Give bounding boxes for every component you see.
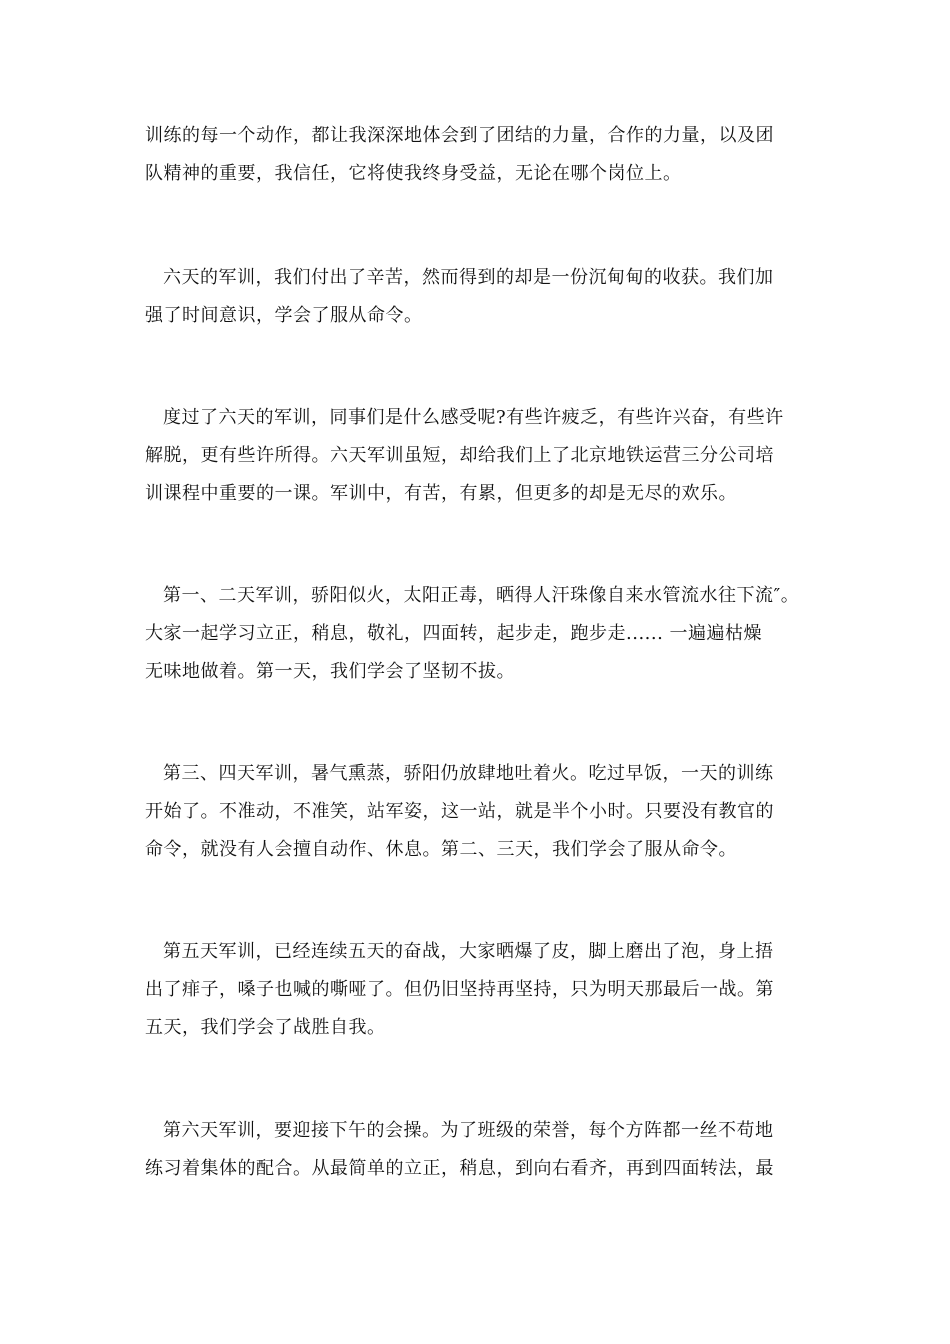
paragraph-line: 第三、四天军训，暑气熏蒸，骄阳仍放肆地吐着火。吃过早饭，一天的训练 xyxy=(163,763,774,784)
paragraph-line: 练习着集体的配合。从最简单的立正，稍息，到向右看齐，再到四面转法，最 xyxy=(145,1158,774,1179)
paragraph-line: 队精神的重要，我信任，它将使我终身受益，无论在哪个岗位上。 xyxy=(145,163,682,184)
paragraph-line: 出了痱子，嗓子也喊的嘶哑了。但仍旧坚持再坚持，只为明天那最后一战。第 xyxy=(145,979,774,1000)
paragraph-line: 度过了六天的军训，同事们是什么感受呢?有些许疲乏，有些许兴奋，有些许 xyxy=(163,407,784,428)
paragraph-line: 大家一起学习立正，稍息，敬礼，四面转，起步走，跑步走...... 一遍遍枯燥 xyxy=(145,623,763,644)
paragraph-line: 训练的每一个动作，都让我深深地体会到了团结的力量，合作的力量，以及团 xyxy=(145,125,774,146)
paragraph-line: 解脱，更有些许所得。六天军训虽短，却给我们上了北京地铁运营三分公司培 xyxy=(145,445,774,466)
paragraph-line: 六天的军训，我们付出了辛苦，然而得到的却是一份沉甸甸的收获。我们加 xyxy=(163,267,774,288)
paragraph-line: 强了时间意识，学会了服从命令。 xyxy=(145,305,423,326)
paragraph-line: 第五天军训，已经连续五天的奋战，大家晒爆了皮，脚上磨出了泡，身上捂 xyxy=(163,941,774,962)
paragraph-line: 训课程中重要的一课。军训中，有苦，有累，但更多的却是无尽的欢乐。 xyxy=(145,483,737,504)
paragraph-line: 开始了。不准动，不准笑，站军姿，这一站，就是半个小时。只要没有教官的 xyxy=(145,801,774,822)
paragraph-line: 命令，就没有人会擅自动作、休息。第二、三天，我们学会了服从命令。 xyxy=(145,839,737,860)
paragraph-line: 第六天军训，要迎接下午的会操。为了班级的荣誉，每个方阵都一丝不苟地 xyxy=(163,1120,774,1141)
paragraph-line: 第一、二天军训，骄阳似火，太阳正毒，晒得人汗珠像自来水管流水往下流″。 xyxy=(163,585,800,606)
paragraph-line: 无味地做着。第一天，我们学会了坚韧不拔。 xyxy=(145,661,515,682)
paragraph-line: 五天，我们学会了战胜自我。 xyxy=(145,1017,386,1038)
